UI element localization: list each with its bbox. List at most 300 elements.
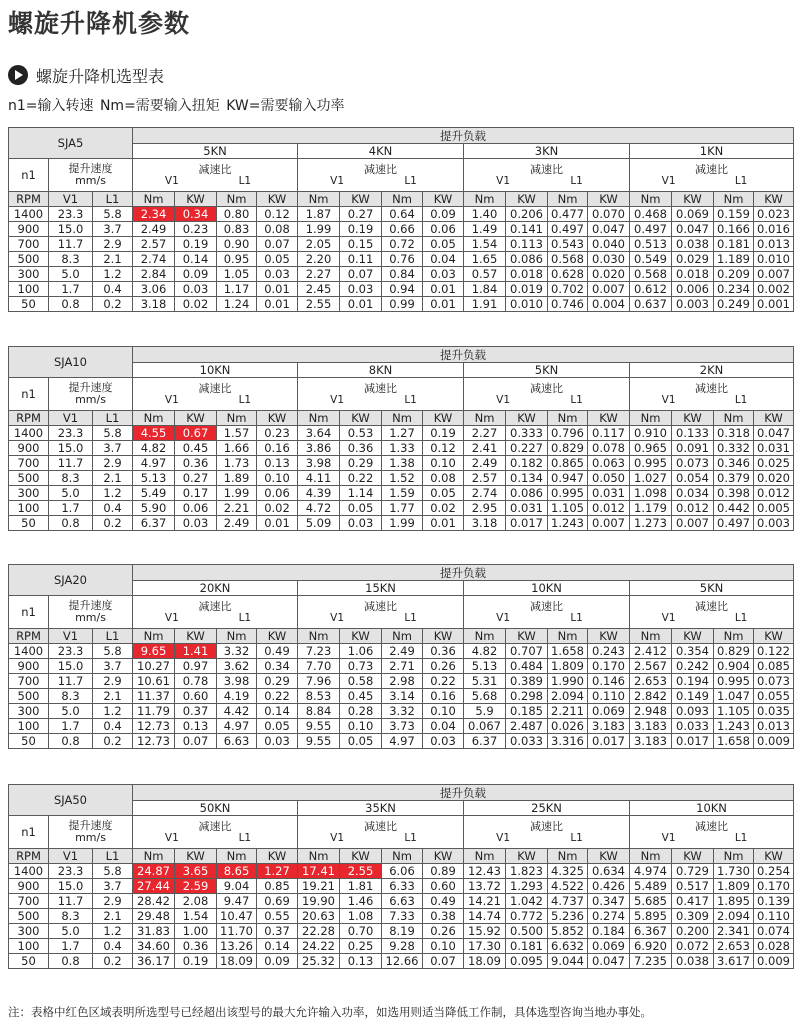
header-row — [9, 347, 794, 363]
rpm-value: 500 — [9, 252, 49, 267]
data-cell: 0.09 — [423, 207, 464, 222]
data-cell: 0.12 — [257, 207, 298, 222]
ratio-sub — [464, 395, 629, 406]
data-cell: 19.90 — [298, 894, 340, 909]
data-cell: 20.63 — [298, 909, 340, 924]
kw-header: KW — [506, 411, 548, 426]
data-cell: 0.13 — [175, 719, 217, 734]
nm-header: Nm — [298, 629, 340, 644]
nm-header: Nm — [298, 849, 340, 864]
ratio-label: 减速比 — [364, 381, 398, 395]
data-cell: 0.16 — [257, 441, 298, 456]
v1-value: 1.7 — [49, 501, 93, 516]
data-cell: 2.49 — [133, 222, 175, 237]
table-row — [9, 954, 794, 969]
v1-header: V1 — [49, 411, 93, 426]
data-cell: 2.74 — [133, 252, 175, 267]
data-cell: 1.27 — [382, 426, 423, 441]
data-cell: 0.133 — [672, 426, 714, 441]
data-cell: 0.549 — [630, 252, 672, 267]
data-cell: 0.031 — [506, 501, 548, 516]
ratio-l1: L1 — [404, 393, 417, 406]
data-cell: 0.06 — [423, 222, 464, 237]
rpm-value: 100 — [9, 282, 49, 297]
v1-value: 23.3 — [49, 864, 93, 879]
l1-value: 0.4 — [93, 501, 133, 516]
data-cell: 7.235 — [630, 954, 672, 969]
data-cell: 1.042 — [506, 894, 548, 909]
table-row — [9, 471, 794, 486]
data-cell: 2.341 — [714, 924, 754, 939]
l1-value: 2.1 — [93, 252, 133, 267]
ratio-v1: V1 — [496, 831, 511, 844]
data-cell: 0.634 — [588, 864, 630, 879]
kw-header: KW — [506, 629, 548, 644]
data-cell: 0.10 — [423, 939, 464, 954]
data-cell: 0.026 — [548, 719, 588, 734]
data-cell: 1.00 — [175, 924, 217, 939]
data-cell: 0.22 — [257, 689, 298, 704]
data-cell: 5.68 — [464, 689, 506, 704]
speed-label: 提升速度 — [68, 162, 113, 175]
data-cell: 0.01 — [423, 516, 464, 531]
ratio-l1: L1 — [734, 174, 748, 187]
data-cell: 0.497 — [548, 222, 588, 237]
ratio-l1: L1 — [734, 831, 748, 844]
data-cell: 0.149 — [672, 689, 714, 704]
v1-header: V1 — [49, 192, 93, 207]
data-cell: 0.047 — [588, 222, 630, 237]
data-cell: 0.274 — [588, 909, 630, 924]
data-cell: 1.098 — [630, 486, 672, 501]
data-cell: 0.26 — [423, 924, 464, 939]
rpm-value: 700 — [9, 456, 49, 471]
data-cell: 13.72 — [464, 879, 506, 894]
nm-header: Nm — [630, 849, 672, 864]
data-cell: 0.028 — [754, 939, 794, 954]
data-cell: 0.309 — [672, 909, 714, 924]
data-cell: 0.03 — [423, 734, 464, 749]
data-cell: 0.206 — [506, 207, 548, 222]
data-cell: 3.98 — [217, 674, 257, 689]
data-cell: 0.012 — [588, 501, 630, 516]
ratio-label: 减速比 — [198, 819, 232, 833]
nm-header: Nm — [548, 411, 588, 426]
ratio-v1: V1 — [164, 393, 179, 406]
data-cell: 6.33 — [382, 879, 423, 894]
kw-header: KW — [506, 192, 548, 207]
data-cell: 7.96 — [298, 674, 340, 689]
rpm-header: RPM — [9, 411, 49, 426]
data-cell: 0.007 — [588, 516, 630, 531]
kw-header: KW — [423, 849, 464, 864]
data-cell: 0.004 — [588, 297, 630, 312]
data-cell: 0.80 — [217, 207, 257, 222]
data-cell: 0.185 — [506, 704, 548, 719]
ratio-label: 减速比 — [695, 599, 729, 613]
rpm-value: 300 — [9, 704, 49, 719]
data-cell: 0.02 — [175, 297, 217, 312]
header-row — [9, 411, 794, 426]
data-cell: 0.019 — [506, 282, 548, 297]
data-cell: 0.14 — [257, 939, 298, 954]
rpm-value: 50 — [9, 954, 49, 969]
data-cell: 0.346 — [714, 456, 754, 471]
kw-header: KW — [672, 849, 714, 864]
data-cell: 0.09 — [257, 954, 298, 969]
ratio-label: 减速比 — [530, 162, 564, 176]
v1-value: 23.3 — [49, 426, 93, 441]
table-row — [9, 939, 794, 954]
rpm-value: 900 — [9, 222, 49, 237]
rpm-value: 50 — [9, 297, 49, 312]
speed-unit: mm/s — [75, 174, 106, 187]
kw-header: KW — [257, 192, 298, 207]
data-cell: 0.086 — [506, 486, 548, 501]
kw-header: KW — [257, 849, 298, 864]
data-cell: 3.183 — [630, 719, 672, 734]
data-cell: 2.567 — [630, 659, 672, 674]
l1-header: L1 — [93, 411, 133, 426]
kw-header: KW — [754, 849, 794, 864]
data-cell: 10.47 — [217, 909, 257, 924]
data-cell: 2.98 — [382, 674, 423, 689]
data-cell: 0.94 — [382, 282, 423, 297]
section-heading — [8, 64, 164, 86]
header-row — [9, 192, 794, 207]
data-cell: 0.166 — [714, 222, 754, 237]
data-cell: 3.32 — [382, 704, 423, 719]
ratio-l1: L1 — [238, 393, 252, 406]
ratio-label: 减速比 — [530, 381, 564, 395]
data-cell: 0.017 — [672, 734, 714, 749]
data-cell: 2.55 — [340, 864, 382, 879]
v1-header: V1 — [49, 849, 93, 864]
data-cell: 0.965 — [630, 441, 672, 456]
data-cell: 1.38 — [382, 456, 423, 471]
header-row — [9, 785, 794, 801]
data-cell: 0.34 — [175, 207, 217, 222]
data-cell: 0.36 — [175, 939, 217, 954]
data-cell: 1.08 — [340, 909, 382, 924]
load-header: 5KN — [630, 581, 794, 596]
nm-header: Nm — [630, 629, 672, 644]
load-header: 20KN — [133, 581, 298, 596]
data-cell: 2.05 — [298, 237, 340, 252]
kw-header: KW — [340, 192, 382, 207]
table-row — [9, 267, 794, 282]
header-row — [9, 159, 794, 192]
table-row — [9, 297, 794, 312]
v1-value: 0.8 — [49, 954, 93, 969]
data-cell: 4.82 — [464, 644, 506, 659]
data-cell: 1.658 — [714, 734, 754, 749]
data-cell: 0.047 — [672, 222, 714, 237]
data-cell: 0.45 — [175, 441, 217, 456]
data-cell: 0.033 — [506, 734, 548, 749]
nm-header: Nm — [382, 849, 423, 864]
data-cell: 0.628 — [548, 267, 588, 282]
table-row — [9, 426, 794, 441]
data-cell: 0.36 — [340, 441, 382, 456]
nm-header: Nm — [382, 411, 423, 426]
nm-header: Nm — [382, 192, 423, 207]
kw-header: KW — [340, 849, 382, 864]
data-cell: 0.49 — [423, 894, 464, 909]
data-cell: 1.243 — [714, 719, 754, 734]
kw-header: KW — [672, 192, 714, 207]
data-cell: 0.36 — [423, 644, 464, 659]
data-cell: 0.796 — [548, 426, 588, 441]
data-cell: 0.006 — [672, 282, 714, 297]
rpm-value: 50 — [9, 516, 49, 531]
ratio-header — [464, 378, 630, 411]
data-cell: 1.91 — [464, 297, 506, 312]
data-cell: 2.95 — [464, 501, 506, 516]
data-cell: 0.19 — [175, 237, 217, 252]
data-cell: 0.07 — [423, 954, 464, 969]
data-cell: 4.737 — [548, 894, 588, 909]
data-cell: 5.852 — [548, 924, 588, 939]
data-cell: 0.49 — [257, 644, 298, 659]
data-cell: 0.005 — [754, 501, 794, 516]
data-cell: 2.20 — [298, 252, 340, 267]
data-cell: 0.72 — [382, 237, 423, 252]
data-cell: 0.01 — [423, 282, 464, 297]
ratio-sub — [298, 833, 463, 844]
data-cell: 12.73 — [133, 734, 175, 749]
nm-header: Nm — [298, 411, 340, 426]
speed-header — [49, 378, 133, 411]
rpm-value: 900 — [9, 441, 49, 456]
data-cell: 0.10 — [423, 456, 464, 471]
ratio-header — [298, 816, 464, 849]
data-cell: 0.05 — [257, 252, 298, 267]
data-cell: 0.122 — [754, 644, 794, 659]
ratio-label: 减速比 — [695, 381, 729, 395]
data-cell: 1.59 — [382, 486, 423, 501]
table-row — [9, 486, 794, 501]
v1-value: 5.0 — [49, 704, 93, 719]
l1-value: 3.7 — [93, 879, 133, 894]
v1-value: 11.7 — [49, 237, 93, 252]
data-cell: 0.865 — [548, 456, 588, 471]
kw-header: KW — [423, 629, 464, 644]
data-cell: 0.085 — [754, 659, 794, 674]
kw-header: KW — [423, 411, 464, 426]
data-cell: 0.08 — [257, 222, 298, 237]
data-cell: 17.30 — [464, 939, 506, 954]
data-cell: 6.37 — [464, 734, 506, 749]
data-cell: 0.85 — [257, 879, 298, 894]
data-cell: 0.347 — [588, 894, 630, 909]
ratio-header — [630, 596, 794, 629]
rpm-value: 300 — [9, 924, 49, 939]
load-header: 35KN — [298, 801, 464, 816]
data-cell: 1.809 — [548, 659, 588, 674]
data-cell: 0.38 — [423, 909, 464, 924]
v1-value: 0.8 — [49, 734, 93, 749]
header-row — [9, 629, 794, 644]
data-cell: 6.37 — [133, 516, 175, 531]
l1-value: 2.9 — [93, 674, 133, 689]
header-row — [9, 128, 794, 144]
load-header: 3KN — [464, 144, 630, 159]
ratio-l1: L1 — [238, 831, 252, 844]
data-cell: 9.28 — [382, 939, 423, 954]
play-bullet-icon — [8, 65, 28, 85]
ratio-sub — [133, 176, 297, 187]
data-cell: 0.95 — [217, 252, 257, 267]
data-cell: 0.01 — [257, 282, 298, 297]
units-legend: n1=输入转速 Nm=需要输入扭矩 KW=需要输入功率 — [8, 98, 345, 114]
speed-header — [49, 159, 133, 192]
data-cell: 0.90 — [217, 237, 257, 252]
l1-value: 3.7 — [93, 222, 133, 237]
l1-header: L1 — [93, 849, 133, 864]
data-cell: 0.113 — [506, 237, 548, 252]
ratio-label: 减速比 — [198, 162, 232, 176]
data-cell: 12.73 — [133, 719, 175, 734]
kw-header: KW — [257, 629, 298, 644]
data-cell: 0.012 — [672, 501, 714, 516]
ratio-sub — [464, 833, 629, 844]
data-cell: 0.398 — [714, 486, 754, 501]
ratio-v1: V1 — [330, 611, 345, 624]
data-cell: 0.194 — [672, 674, 714, 689]
data-cell: 2.41 — [464, 441, 506, 456]
spec-table — [8, 127, 794, 312]
footnote: 注：表格中红色区域表明所选型号已经超出该型号的最大允许输入功率，如选用则适当降低工作制，具体选型咨询当地办事处。 — [8, 1005, 652, 1019]
data-cell: 0.07 — [340, 267, 382, 282]
table-row — [9, 894, 794, 909]
data-cell: 0.513 — [630, 237, 672, 252]
data-cell: 9.04 — [217, 879, 257, 894]
data-cell: 0.030 — [588, 252, 630, 267]
data-cell: 8.19 — [382, 924, 423, 939]
v1-value: 11.7 — [49, 456, 93, 471]
data-cell: 5.90 — [133, 501, 175, 516]
data-cell: 1.273 — [630, 516, 672, 531]
data-cell: 8.84 — [298, 704, 340, 719]
l1-value: 0.4 — [93, 939, 133, 954]
l1-header: L1 — [93, 192, 133, 207]
data-cell: 1.77 — [382, 501, 423, 516]
data-cell: 0.020 — [588, 267, 630, 282]
model-name: SJA5 — [9, 128, 133, 159]
data-cell: 0.074 — [754, 924, 794, 939]
kw-header: KW — [754, 629, 794, 644]
data-cell: 0.091 — [672, 441, 714, 456]
data-cell: 6.632 — [548, 939, 588, 954]
data-cell: 13.26 — [217, 939, 257, 954]
data-cell: 0.612 — [630, 282, 672, 297]
data-cell: 4.72 — [298, 501, 340, 516]
data-cell: 0.069 — [588, 704, 630, 719]
table-row — [9, 222, 794, 237]
data-cell: 0.829 — [548, 441, 588, 456]
data-cell: 0.947 — [548, 471, 588, 486]
data-cell: 0.012 — [754, 486, 794, 501]
header-row — [9, 816, 794, 849]
data-cell: 1.027 — [630, 471, 672, 486]
data-cell: 0.009 — [754, 954, 794, 969]
data-cell: 0.05 — [340, 734, 382, 749]
ratio-header — [133, 159, 298, 192]
data-cell: 1.658 — [548, 644, 588, 659]
data-cell: 0.417 — [672, 894, 714, 909]
data-cell: 11.37 — [133, 689, 175, 704]
data-cell: 0.003 — [672, 297, 714, 312]
data-cell: 0.003 — [754, 516, 794, 531]
ratio-sub — [464, 613, 629, 624]
ratio-sub — [630, 833, 793, 844]
lift-load-header: 提升负载 — [133, 128, 794, 144]
v1-value: 8.3 — [49, 909, 93, 924]
nm-header: Nm — [217, 192, 257, 207]
kw-header: KW — [175, 629, 217, 644]
v1-value: 1.7 — [49, 282, 93, 297]
ratio-v1: V1 — [164, 611, 179, 624]
data-cell: 0.500 — [506, 924, 548, 939]
data-cell: 2.21 — [217, 501, 257, 516]
data-cell: 9.65 — [133, 644, 175, 659]
ratio-l1: L1 — [404, 174, 417, 187]
data-cell: 1.49 — [464, 222, 506, 237]
data-cell: 0.073 — [672, 456, 714, 471]
data-cell: 0.37 — [257, 924, 298, 939]
rpm-value: 300 — [9, 486, 49, 501]
kw-header: KW — [754, 192, 794, 207]
data-cell: 10.27 — [133, 659, 175, 674]
data-cell: 0.23 — [175, 222, 217, 237]
ratio-l1: L1 — [570, 393, 583, 406]
rpm-value: 500 — [9, 689, 49, 704]
data-cell: 0.02 — [257, 501, 298, 516]
data-cell: 2.49 — [464, 456, 506, 471]
ratio-v1: V1 — [164, 831, 179, 844]
data-cell: 0.707 — [506, 644, 548, 659]
data-cell: 0.29 — [340, 456, 382, 471]
data-cell: 5.13 — [464, 659, 506, 674]
data-cell: 0.70 — [340, 924, 382, 939]
data-cell: 36.17 — [133, 954, 175, 969]
data-cell: 2.84 — [133, 267, 175, 282]
data-cell: 1.87 — [298, 207, 340, 222]
data-cell: 0.332 — [714, 441, 754, 456]
rpm-header: RPM — [9, 629, 49, 644]
data-cell: 0.45 — [340, 689, 382, 704]
spec-table — [8, 346, 794, 531]
ratio-label: 减速比 — [530, 819, 564, 833]
data-cell: 0.702 — [548, 282, 588, 297]
rpm-value: 900 — [9, 659, 49, 674]
data-cell: 25.32 — [298, 954, 340, 969]
page-title: 螺旋升降机参数 — [8, 9, 191, 38]
data-cell: 1.66 — [217, 441, 257, 456]
data-cell: 0.069 — [672, 207, 714, 222]
data-cell: 11.70 — [217, 924, 257, 939]
data-cell: 22.28 — [298, 924, 340, 939]
data-cell: 0.568 — [548, 252, 588, 267]
data-cell: 2.71 — [382, 659, 423, 674]
data-cell: 1.57 — [217, 426, 257, 441]
data-cell: 0.27 — [175, 471, 217, 486]
data-cell: 1.54 — [464, 237, 506, 252]
data-cell: 9.47 — [217, 894, 257, 909]
nm-header: Nm — [298, 192, 340, 207]
ratio-header — [630, 159, 794, 192]
